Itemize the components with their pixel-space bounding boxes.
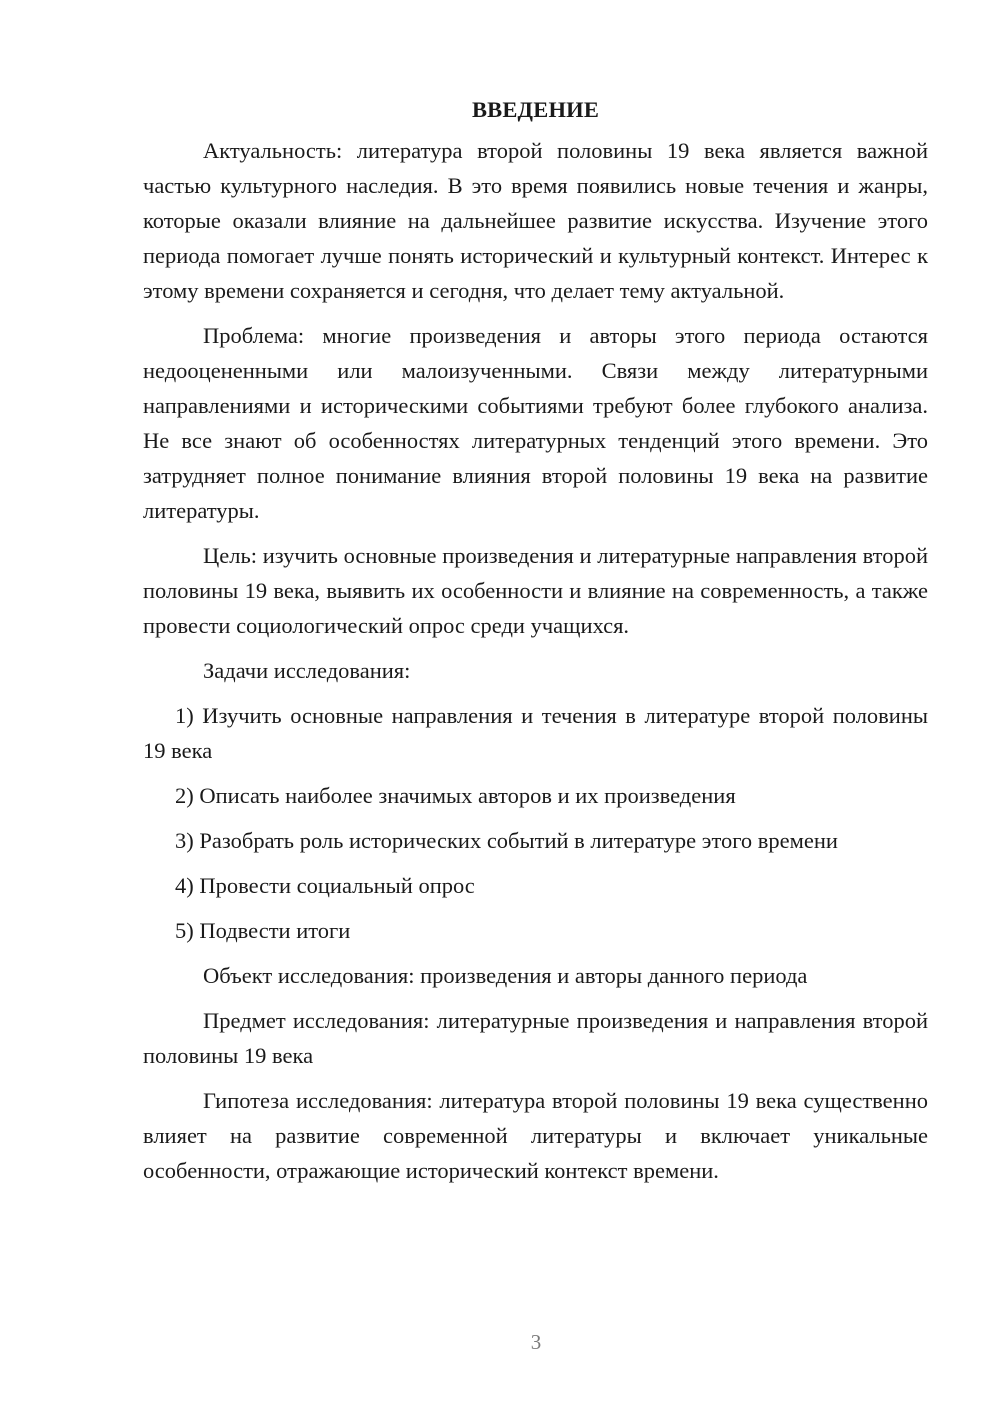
task-item-4: 4) Провести социальный опрос [175, 873, 475, 898]
task-item-1: 1) Изучить основные направления и течения в литературе второй половины 19 века [143, 703, 928, 763]
subject-paragraph: Предмет исследования: литературные произведения и направления второй половины 19 века [143, 1008, 928, 1068]
tasks-title: Задачи исследования: [203, 658, 411, 683]
task-item-5: 5) Подвести итоги [175, 918, 351, 943]
page-content [143, 92, 928, 1198]
relevance-paragraph: Актуальность: литература второй половины 19 века является важной частью культурного наследия. В это время появились новые течения и жанры, которые оказали влияние на дальнейшее развитие искусства. Изучение этого периода помогает лучше понять исторический и культурный контекст. Интерес к этому времени сохраняется и сегодня, что делает тему актуальной. [143, 138, 928, 303]
goal-paragraph: Цель: изучить основные произведения и литературные направления второй половины 19 века, выявить их особенности и влияние на современность, а также провести социологический опрос среди учащихся. [143, 543, 928, 638]
page-number: 3 [530, 1330, 542, 1354]
page-heading: ВВЕДЕНИЕ [471, 97, 600, 122]
problem-paragraph: Проблема: многие произведения и авторы этого периода остаются недооцененными или малоизученными. Связи между литературными направлениями и историческими событиями требуют более глубокого анализа. Не все знают об особенностях литературных тенденций этого времени. Это затрудняет полное понимание влияния второй половины 19 века на развитие литературы. [143, 323, 928, 523]
hypothesis-paragraph: Гипотеза исследования: литература второй половины 19 века существенно влияет на развитие современной литературы и включает уникальные особенности, отражающие исторический контекст времени. [143, 1088, 928, 1183]
task-item-2: 2) Описать наиболее значимых авторов и их произведения [175, 783, 736, 808]
task-item-3: 3) Разобрать роль исторических событий в литературе этого времени [175, 828, 838, 853]
object-paragraph: Объект исследования: произведения и авторы данного периода [203, 963, 808, 988]
